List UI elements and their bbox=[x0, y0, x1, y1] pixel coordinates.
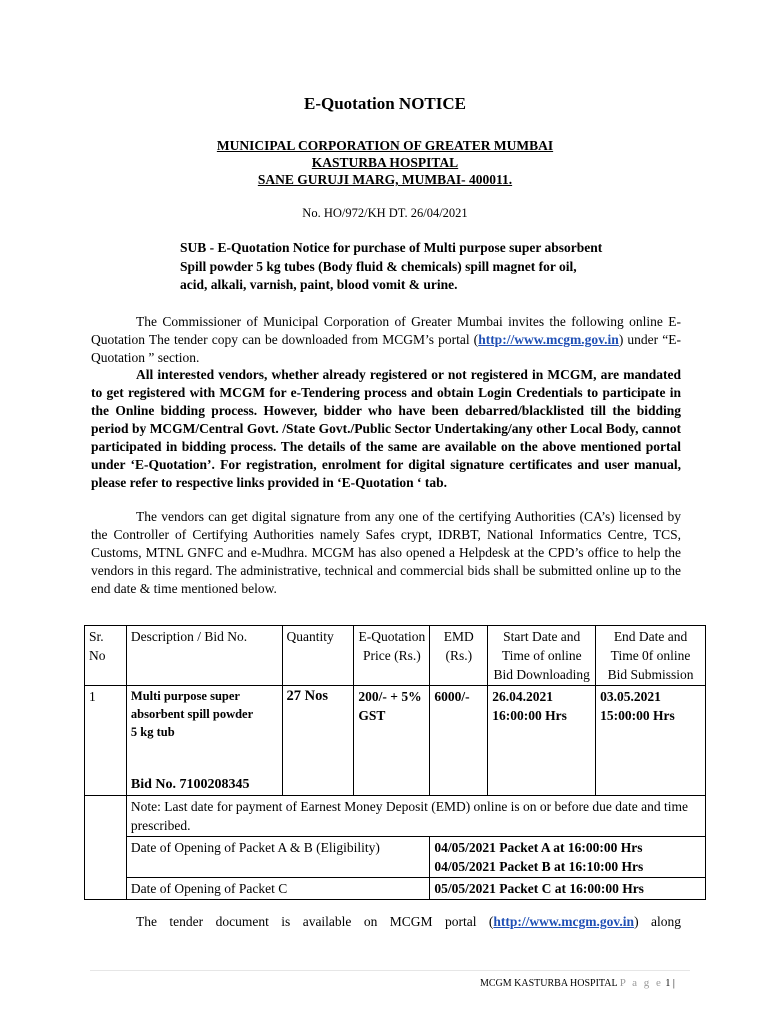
end-date: 03.05.2021 bbox=[600, 689, 661, 704]
digital-signature-paragraph: The vendors can get digital signature from any one of the certifying Authorities (CA’s) licensed by the Controller of Certifying Authorities namely Safes crypt, IDRBT, National Informatics Centre, TCS, Customs, MTNL GNFC and e-Mudhra. MCGM has also opened a Helpdesk at the CPD’s office to help the vendors in this regard. The administrative, technical and commercial bids shall be submitted online up to the end date & time mentioned below. bbox=[91, 509, 681, 596]
end-time: 15:00:00 Hrs bbox=[600, 708, 675, 723]
footer-divider bbox=[90, 970, 690, 971]
opening-packet-c: 05/05/2021 Packet C at 16:00:00 Hrs bbox=[430, 878, 706, 900]
header-start-date: Start Date and Time of online Bid Downloading bbox=[488, 626, 596, 686]
bid-table bbox=[84, 625, 706, 900]
header-end-date: End Date and Time 0f online Bid Submission bbox=[596, 626, 706, 686]
row-price: 200/- + 5% GST bbox=[354, 686, 430, 796]
row-quantity: 27 Nos bbox=[282, 686, 354, 796]
opening-packet-a: 04/05/2021 Packet A at 16:00:00 Hrs bbox=[434, 840, 643, 855]
notice-title: E-Quotation NOTICE bbox=[304, 94, 466, 113]
header-price: E-Quotation Price (Rs.) bbox=[354, 626, 430, 686]
header-sr: Sr. No bbox=[85, 626, 127, 686]
tender-availability-line bbox=[136, 914, 681, 930]
item-description: Multi purpose super absorbent spill powder 5 kg tub bbox=[130, 689, 253, 739]
subject-line-1: SUB - E-Quotation Notice for purchase of Multi purpose super absorbent bbox=[180, 240, 603, 255]
row-emd: 6000/- bbox=[430, 686, 488, 796]
tail-text-end: ) along bbox=[634, 914, 681, 929]
opening-c-label: Date of Opening of Packet C bbox=[126, 878, 429, 900]
note-row bbox=[85, 796, 706, 837]
subject-block bbox=[180, 239, 680, 295]
start-date: 26.04.2021 bbox=[492, 689, 554, 704]
subject-line-3: acid, alkali, varnish, paint, blood vomit & urine. bbox=[180, 277, 458, 292]
footer-page-number: 1 | bbox=[665, 978, 675, 989]
org-name: MUNICIPAL CORPORATION OF GREATER MUMBAI bbox=[216, 138, 554, 153]
footer-page-word: P a g e bbox=[619, 977, 663, 989]
opening-c-row bbox=[85, 878, 706, 900]
reference-number: No. HO/972/KH DT. 26/04/2021 bbox=[302, 206, 468, 220]
organization-block bbox=[0, 137, 770, 188]
start-time: 16:00:00 Hrs bbox=[492, 708, 567, 723]
mcgm-portal-link-2[interactable]: http://www.mcgm.gov.in bbox=[493, 914, 635, 929]
subject-line-2: Spill powder 5 kg tubes (Body fluid & chemicals) spill magnet for oil, bbox=[180, 258, 577, 274]
mcgm-portal-link[interactable]: http://www.mcgm.gov.in bbox=[478, 332, 619, 347]
intro-paragraph bbox=[91, 313, 681, 367]
emd-note: Note: Last date for payment of Earnest Money Deposit (EMD) online is on or before due date and time prescribed. bbox=[126, 796, 705, 837]
opening-ab-dates bbox=[430, 837, 706, 878]
row-start bbox=[488, 686, 596, 796]
footer-org: MCGM KASTURBA HOSPITAL bbox=[480, 978, 618, 989]
header-emd: EMD (Rs.) bbox=[430, 626, 488, 686]
header-quantity: Quantity bbox=[282, 626, 354, 686]
hospital-name: KASTURBA HOSPITAL bbox=[311, 155, 459, 170]
opening-ab-label: Date of Opening of Packet A & B (Eligibility) bbox=[126, 837, 429, 878]
hospital-address: SANE GURUJI MARG, MUMBAI- 400011. bbox=[257, 172, 513, 187]
page-footer bbox=[480, 977, 675, 989]
table-header-row bbox=[85, 626, 706, 686]
tail-text: The tender document is available on MCGM portal ( bbox=[136, 914, 494, 929]
header-description: Description / Bid No. bbox=[126, 626, 282, 686]
row-description bbox=[126, 686, 282, 796]
intro-text: The Commissioner of Municipal Corporation of Greater Mumbai invites the following online E-Quotation The tender copy can be downloaded from MCGM’s portal ( bbox=[91, 314, 681, 347]
intro-text-end: ) under “E-Quotation ” section. bbox=[91, 332, 681, 365]
row-sr: 1 bbox=[85, 686, 127, 796]
registration-paragraph: All interested vendors, whether already registered or not registered in MCGM, are mandated to get registered with MCGM for e-Tendering process and obtain Login Credentials to participate in the Online bidding process. However, bidder who have been debarred/blacklisted till the bidding period by MCGM/Central Govt. /State Govt./Public Sector Undertaking/any other Local Body, cannot participated in bidding process. The details of the same are available on the above mentioned portal under ‘E-Quotation’. For registration, enrolment for digital signature certificates and user manual, please refer to respective links provided in ‘E-Quotation ‘ tab. bbox=[91, 367, 681, 490]
opening-ab-row bbox=[85, 837, 706, 878]
table-row bbox=[85, 686, 706, 796]
opening-packet-b: 04/05/2021 Packet B at 16:10:00 Hrs bbox=[434, 859, 644, 874]
row-end bbox=[596, 686, 706, 796]
bid-number: Bid No. 7100208345 bbox=[130, 777, 250, 792]
